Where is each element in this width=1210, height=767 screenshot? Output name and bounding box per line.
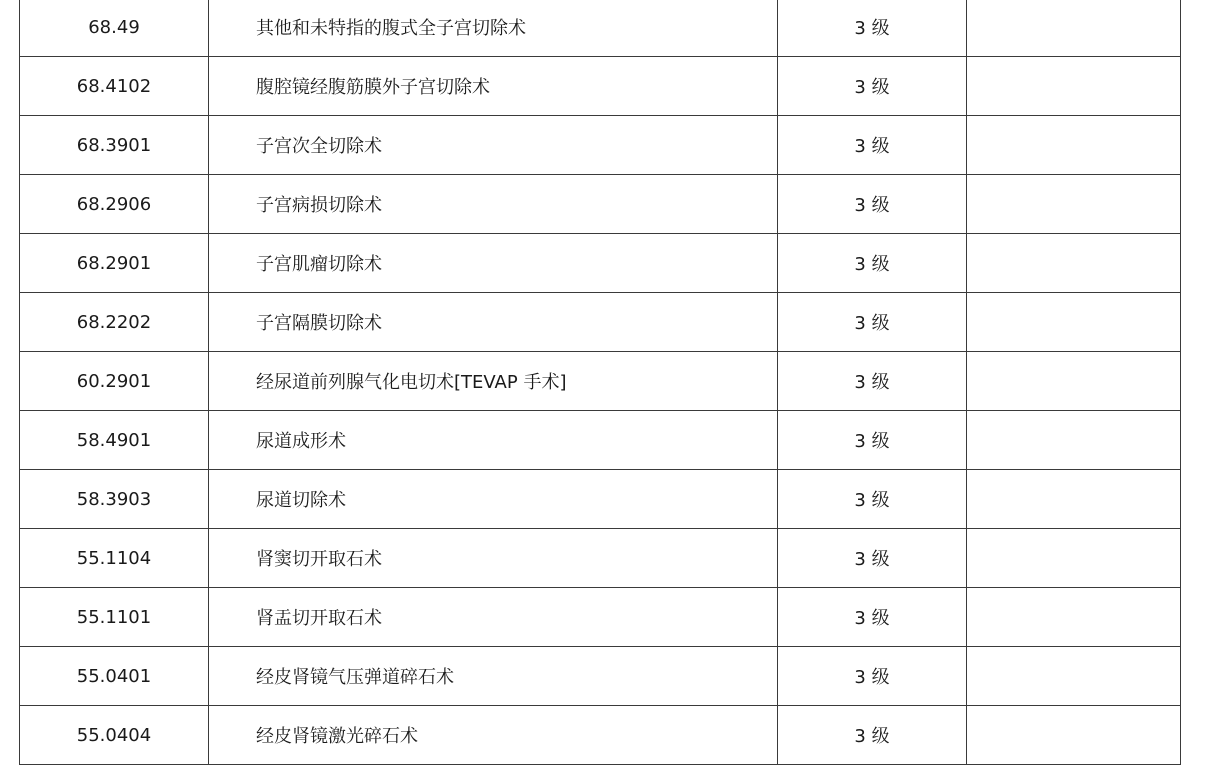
procedure-name-cell: 尿道切除术 xyxy=(209,470,778,529)
procedure-name-cell: 子宫次全切除术 xyxy=(209,116,778,175)
table-row xyxy=(20,293,1181,352)
table-row xyxy=(20,57,1181,116)
procedure-name-cell: 子宫病损切除术 xyxy=(209,175,778,234)
note-cell xyxy=(967,57,1181,116)
procedure-code-cell: 68.4102 xyxy=(20,57,209,116)
note-cell xyxy=(967,234,1181,293)
procedure-code-cell: 68.2202 xyxy=(20,293,209,352)
procedure-code-cell: 68.3901 xyxy=(20,116,209,175)
table-body xyxy=(20,0,1181,765)
procedure-code-cell: 68.49 xyxy=(20,0,209,57)
procedure-level-cell: 3 级 xyxy=(778,57,967,116)
procedure-name-cell: 肾窦切开取石术 xyxy=(209,529,778,588)
procedure-level-cell: 3 级 xyxy=(778,706,967,765)
procedure-name-cell: 子宫肌瘤切除术 xyxy=(209,234,778,293)
table-row xyxy=(20,0,1181,57)
surgery-level-table xyxy=(19,0,1181,765)
procedure-name-cell: 其他和未特指的腹式全子宫切除术 xyxy=(209,0,778,57)
procedure-name-cell: 腹腔镜经腹筋膜外子宫切除术 xyxy=(209,57,778,116)
procedure-level-cell: 3 级 xyxy=(778,234,967,293)
note-cell xyxy=(967,116,1181,175)
procedure-name-cell: 肾盂切开取石术 xyxy=(209,588,778,647)
procedure-code-cell: 60.2901 xyxy=(20,352,209,411)
note-cell xyxy=(967,0,1181,57)
procedure-name-cell: 尿道成形术 xyxy=(209,411,778,470)
table-row xyxy=(20,234,1181,293)
procedure-code-cell: 55.1104 xyxy=(20,529,209,588)
procedure-level-cell: 3 级 xyxy=(778,588,967,647)
procedure-level-cell: 3 级 xyxy=(778,116,967,175)
table-row xyxy=(20,706,1181,765)
note-cell xyxy=(967,470,1181,529)
procedure-level-cell: 3 级 xyxy=(778,647,967,706)
procedure-code-cell: 55.1101 xyxy=(20,588,209,647)
procedure-level-cell: 3 级 xyxy=(778,293,967,352)
table-row xyxy=(20,470,1181,529)
table-row xyxy=(20,116,1181,175)
procedure-level-cell: 3 级 xyxy=(778,470,967,529)
procedure-code-cell: 55.0404 xyxy=(20,706,209,765)
table-row xyxy=(20,352,1181,411)
procedure-name-cell: 经皮肾镜激光碎石术 xyxy=(209,706,778,765)
procedure-name-cell: 经尿道前列腺气化电切术[TEVAP 手术] xyxy=(209,352,778,411)
surgery-table-container xyxy=(19,0,1180,765)
note-cell xyxy=(967,293,1181,352)
table-row xyxy=(20,411,1181,470)
note-cell xyxy=(967,529,1181,588)
procedure-code-cell: 58.3903 xyxy=(20,470,209,529)
procedure-code-cell: 58.4901 xyxy=(20,411,209,470)
note-cell xyxy=(967,588,1181,647)
note-cell xyxy=(967,352,1181,411)
procedure-code-cell: 68.2901 xyxy=(20,234,209,293)
note-cell xyxy=(967,411,1181,470)
procedure-level-cell: 3 级 xyxy=(778,411,967,470)
procedure-level-cell: 3 级 xyxy=(778,529,967,588)
table-row xyxy=(20,588,1181,647)
procedure-code-cell: 55.0401 xyxy=(20,647,209,706)
procedure-code-cell: 68.2906 xyxy=(20,175,209,234)
procedure-name-cell: 经皮肾镜气压弹道碎石术 xyxy=(209,647,778,706)
procedure-level-cell: 3 级 xyxy=(778,0,967,57)
procedure-level-cell: 3 级 xyxy=(778,175,967,234)
note-cell xyxy=(967,175,1181,234)
table-row xyxy=(20,175,1181,234)
procedure-level-cell: 3 级 xyxy=(778,352,967,411)
procedure-name-cell: 子宫隔膜切除术 xyxy=(209,293,778,352)
note-cell xyxy=(967,706,1181,765)
table-row xyxy=(20,647,1181,706)
note-cell xyxy=(967,647,1181,706)
table-row xyxy=(20,529,1181,588)
